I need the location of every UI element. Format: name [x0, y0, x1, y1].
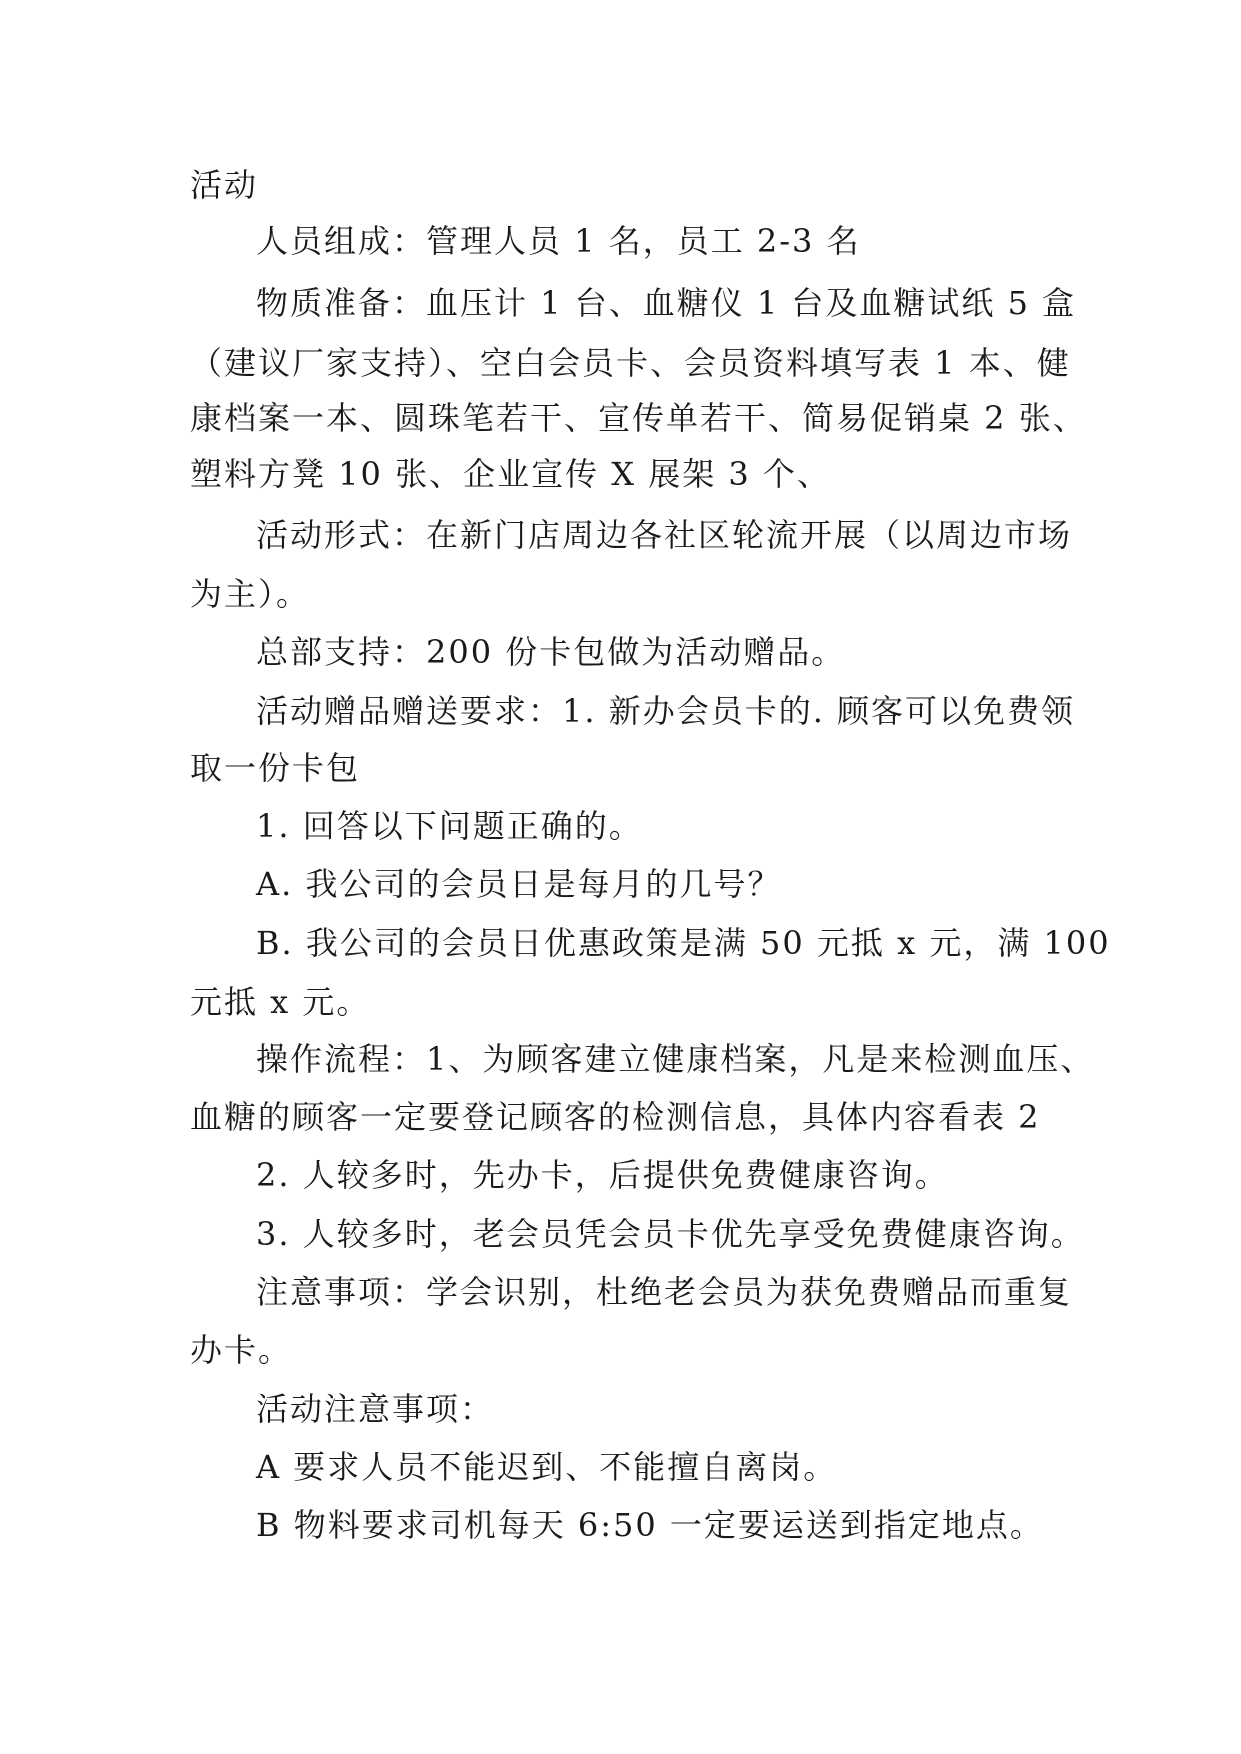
paragraph-line: 3. 人较多时，老会员凭会员卡优先享受免费健康咨询。: [256, 1215, 1085, 1253]
paragraph-line: 活动赠品赠送要求：1. 新办会员卡的. 顾客可以免费领: [256, 692, 1076, 730]
paragraph-line: 人员组成：管理人员 1 名，员工 2-3 名: [256, 222, 861, 260]
paragraph-line: 物质准备：血压计 1 台、血糖仪 1 台及血糖试纸 5 盒: [256, 284, 1077, 322]
paragraph-line: （建议厂家支持）、空白会员卡、会员资料填写表 1 本、健: [190, 344, 1071, 382]
paragraph-line: 注意事项：学会识别，杜绝老会员为获免费赠品而重复: [256, 1273, 1073, 1311]
paragraph-line: 为主）。: [190, 575, 311, 613]
paragraph-line: B. 我公司的会员日优惠政策是满 50 元抵 x 元，满 100: [256, 924, 1111, 962]
paragraph-line: 塑料方凳 10 张、企业宣传 X 展架 3 个、: [190, 455, 831, 493]
paragraph-line: 血糖的顾客一定要登记顾客的检测信息，具体内容看表 2: [190, 1098, 1041, 1136]
paragraph-line: 2. 人较多时，先办卡，后提供免费健康咨询。: [256, 1156, 949, 1194]
paragraph-line: 活动形式：在新门店周边各社区轮流开展（以周边市场: [256, 516, 1073, 554]
paragraph-line: 取一份卡包: [190, 749, 361, 787]
paragraph-line: 办卡。: [190, 1331, 293, 1369]
paragraph-line: 活动注意事项：: [256, 1390, 495, 1428]
paragraph-line: B 物料要求司机每天 6:50 一定要运送到指定地点。: [256, 1506, 1044, 1544]
paragraph-line: 总部支持：200 份卡包做为活动赠品。: [256, 633, 846, 671]
paragraph-line: 操作流程：1、为顾客建立健康档案，凡是来检测血压、: [256, 1040, 1095, 1078]
paragraph-line: 康档案一本、圆珠笔若干、宣传单若干、简易促销桌 2 张、: [190, 399, 1087, 437]
paragraph-line: 1. 回答以下问题正确的。: [256, 807, 643, 845]
paragraph-line: A. 我公司的会员日是每月的几号？: [256, 865, 782, 903]
paragraph-line: 元抵 x 元。: [190, 983, 371, 1021]
paragraph-line: A 要求人员不能迟到、不能擅自离岗。: [256, 1448, 838, 1486]
paragraph-line: 活动: [190, 166, 259, 204]
